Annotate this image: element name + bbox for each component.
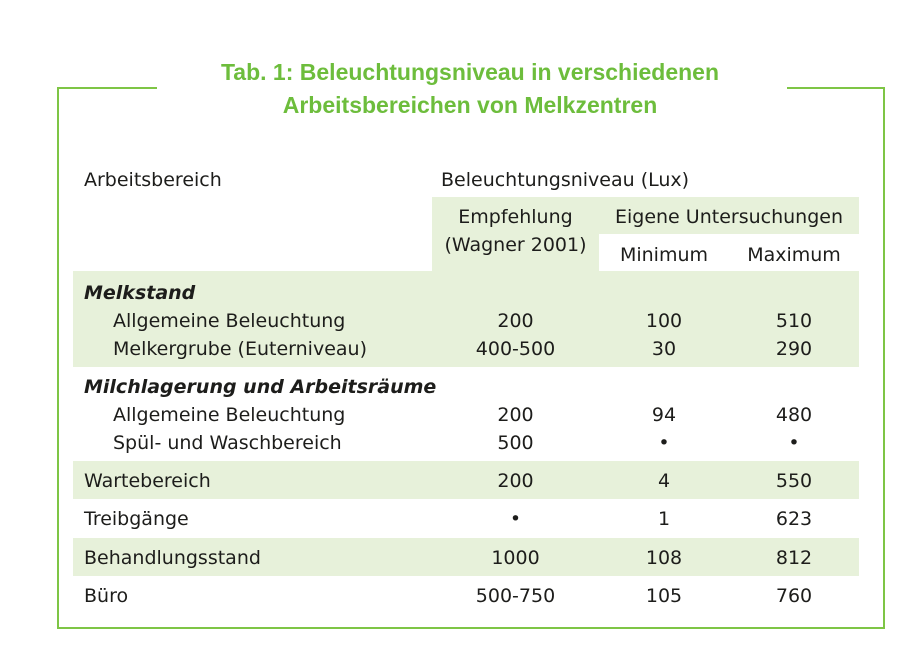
row-maximum: 812 xyxy=(775,547,813,569)
row-maximum: 550 xyxy=(775,470,813,492)
row-label: Büro xyxy=(84,585,129,607)
row-label: Melkergrube (Euterniveau) xyxy=(113,338,367,360)
row-maximum: • xyxy=(788,432,800,454)
row-label: Behandlungsstand xyxy=(84,547,261,569)
header-empfehlung: Empfehlung xyxy=(458,206,573,228)
row-label: Allgemeine Beleuchtung xyxy=(113,404,346,426)
row-minimum: 108 xyxy=(645,547,683,569)
row-maximum: 480 xyxy=(775,404,813,426)
row-maximum: 510 xyxy=(775,310,813,332)
row-label: Allgemeine Beleuchtung xyxy=(113,310,346,332)
row-recommendation: 1000 xyxy=(491,547,540,569)
row-minimum: 94 xyxy=(651,404,677,426)
row-recommendation: 200 xyxy=(497,404,534,426)
row-label: Spül- und Waschbereich xyxy=(113,432,342,454)
row-minimum: 4 xyxy=(657,470,671,492)
group-title-milchlagerung: Milchlagerung und Arbeitsräume xyxy=(84,376,437,398)
row-recommendation: 500 xyxy=(497,432,534,454)
row-recommendation: 200 xyxy=(497,470,534,492)
row-label: Treibgänge xyxy=(84,508,189,530)
row-label: Wartebereich xyxy=(84,470,211,492)
group-title-melkstand: Melkstand xyxy=(84,282,196,304)
header-beleuchtungsniveau: Beleuchtungsniveau (Lux) xyxy=(441,169,690,191)
row-minimum: 100 xyxy=(645,310,683,332)
row-maximum: 760 xyxy=(775,585,813,607)
row-minimum: • xyxy=(658,432,670,454)
header-minimum: Minimum xyxy=(619,244,709,266)
row-minimum: 1 xyxy=(657,508,671,530)
row-maximum: 623 xyxy=(775,508,813,530)
title-line-2: Arbeitsbereichen von Melkzentren xyxy=(282,92,658,118)
title-line-1: Tab. 1: Beleuchtungsniveau in verschiedenen xyxy=(220,59,720,85)
header-wagner: (Wagner 2001) xyxy=(444,234,587,256)
row-recommendation: 500-750 xyxy=(475,585,556,607)
row-recommendation: 200 xyxy=(497,310,534,332)
header-arbeitsbereich: Arbeitsbereich xyxy=(84,169,222,191)
row-recommendation: • xyxy=(509,508,522,530)
row-maximum: 290 xyxy=(775,338,813,360)
row-minimum: 105 xyxy=(645,585,683,607)
table-title xyxy=(150,56,790,122)
header-maximum: Maximum xyxy=(747,244,841,266)
row-recommendation: 400-500 xyxy=(475,338,556,360)
row-minimum: 30 xyxy=(651,338,677,360)
header-eigene-untersuchungen: Eigene Untersuchungen xyxy=(614,206,843,228)
